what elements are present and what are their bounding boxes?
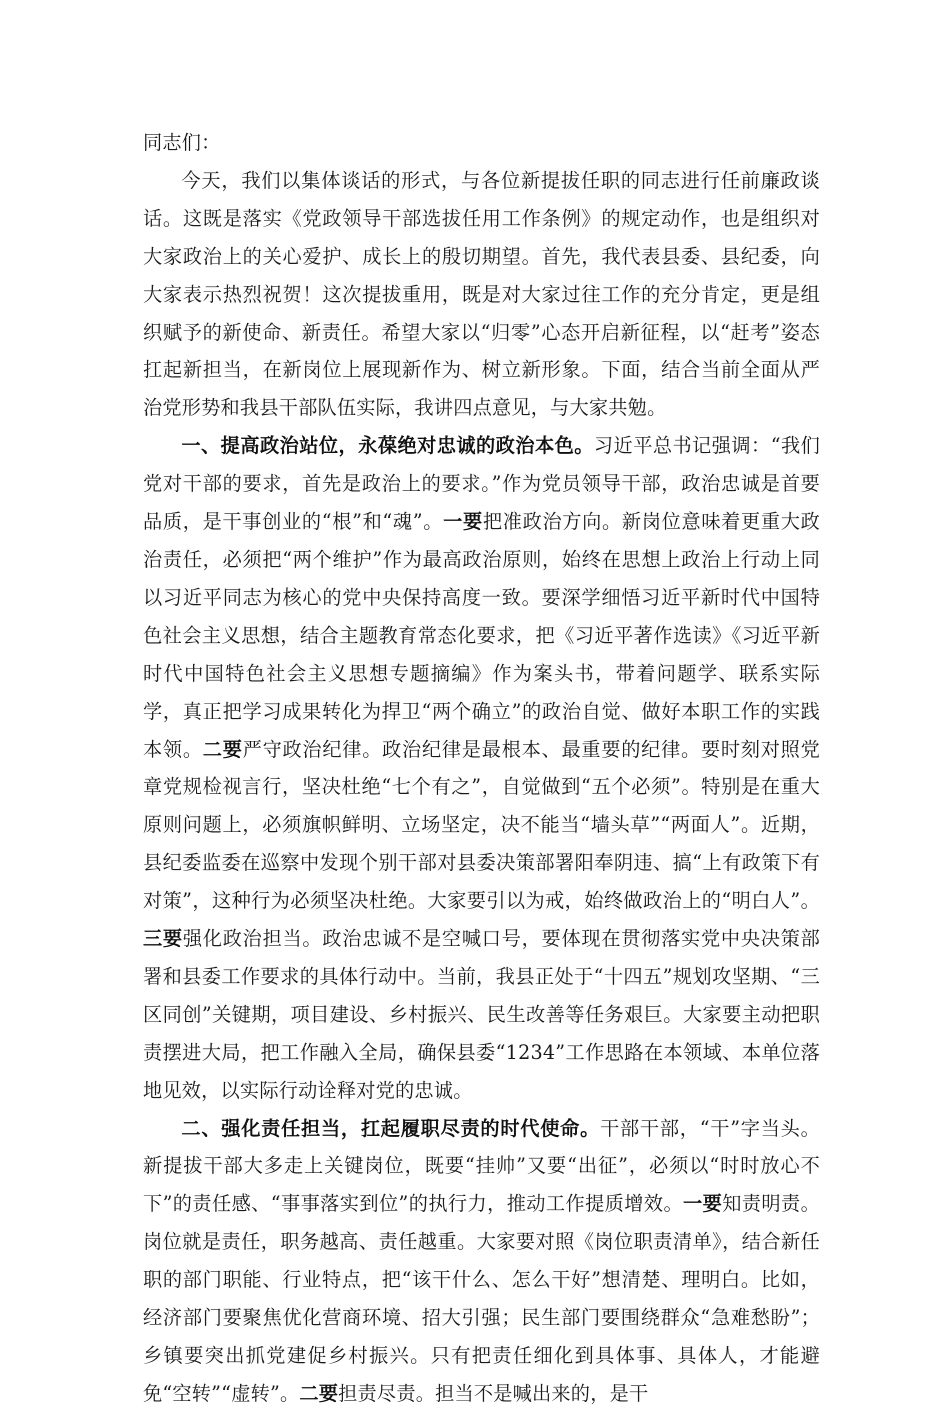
section-1-heading: 一、提高政治站位，永葆绝对忠诚的政治本色。	[181, 434, 594, 458]
section-2-point-1-text: 知责明责。岗位就是责任，职务越高、责任越重。大家要对照《岗位职责清单》，结合新任职的部门职能、行业特点，把“该干什么、怎么干好”想清楚、理明白。比如，经济部门要聚焦优化营商环境、招大引强；民生部门要围绕群众“急难愁盼”；乡镇要突出抓党建促乡村振兴。只有把责任细化到具体事、具体人，才能避免“空转”“虚转”。	[143, 1192, 820, 1405]
salutation: 同志们：	[143, 131, 221, 154]
section-2-paragraph	[143, 1110, 820, 1413]
intro-paragraph: 今天，我们以集体谈话的形式，与各位新提拔任职的同志进行任前廉政谈话。这既是落实《党政领导干部选拔任用工作条例》的规定动作，也是组织对大家政治上的关心爱护、成长上的殷切期望。首先，我代表县委、县纪委，向大家表示热烈祝贺！这次提拔重用，既是对大家过往工作的充分肯定，更是组织赋予的新使命、新责任。希望大家以“归零”心态开启新征程，以“赶考”姿态扛起新担当，在新岗位上展现新作为、树立新形象。下面，结合当前全面从严治党形势和我县干部队伍实际，我讲四点意见，与大家共勉。	[143, 168, 820, 420]
section-2-point-2-label: 二要	[299, 1381, 339, 1405]
section-1-point-3-text: 强化政治担当。政治忠诚不是空喊口号，要体现在贯彻落实党中央决策部署和县委工作要求的具体行动中。当前，我县正处于“十四五”规划攻坚期、“三区同创”关键期，项目建设、乡村振兴、民生改善等任务艰巨。大家要主动把职责摆进大局，把工作融入全局，确保县委“1234”工作思路在本领域、本单位落地见效，以实际行动诠释对党的忠诚。	[143, 927, 820, 1102]
section-2-point-2-text: 担责尽责。担当不是喊出来的，是干	[338, 1381, 649, 1405]
section-1-point-1-text: 把准政治方向。新岗位意味着更重大政治责任，必须把“两个维护”作为最高政治原则，始终在思想上政治上行动上同以习近平同志为核心的党中央保持高度一致。要深学细悟习近平新时代中国特色社会主义思想，结合主题教育常态化要求，把《习近平著作选读》《习近平新时代中国特色社会主义思想专题摘编》作为案头书，带着问题学、联系实际学，真正把学习成果转化为捍卫“两个确立”的政治自觉、做好本职工作的实践本领。	[143, 510, 821, 761]
section-1-paragraph	[143, 427, 820, 1109]
section-1-point-2-text: 严守政治纪律。政治纪律是最根本、最重要的纪律。要时刻对照党章党规检视言行，坚决杜绝“七个有之”，自觉做到“五个必须”。特别是在重大原则问题上，必须旗帜鲜明、立场坚定，决不能当“墙头草”“两面人”。近期，县纪委监委在巡察中发现个别干部对县委决策部署阳奉阴违、搞“上有政策下有对策”，这种行为必须坚决杜绝。大家要引以为戒，始终做政治上的“明白人”。	[143, 737, 820, 913]
section-2-lead: 干部干部，“干”字当头。新提拔干部大多走上关键岗位，既要“挂帅”又要“出征”，必须以“时时放心不下”的责任感、“事事落实到位”的执行力，推动工作提质增效。	[143, 1116, 820, 1216]
section-1-lead: 习近平总书记强调：“我们党对干部的要求，首先是政治上的要求。”作为党员领导干部，政治忠诚是首要品质，是干事创业的“根”和“魂”。	[143, 434, 820, 534]
section-1-point-3-label: 三要	[143, 927, 183, 951]
section-1-point-2-label: 二要	[202, 737, 243, 761]
section-1-point-1-label: 一要	[443, 510, 483, 534]
section-2-heading: 二、强化责任担当，扛起履职尽责的时代使命。	[181, 1116, 601, 1140]
document-body	[143, 124, 820, 1413]
section-2-point-1-label: 一要	[683, 1192, 723, 1216]
